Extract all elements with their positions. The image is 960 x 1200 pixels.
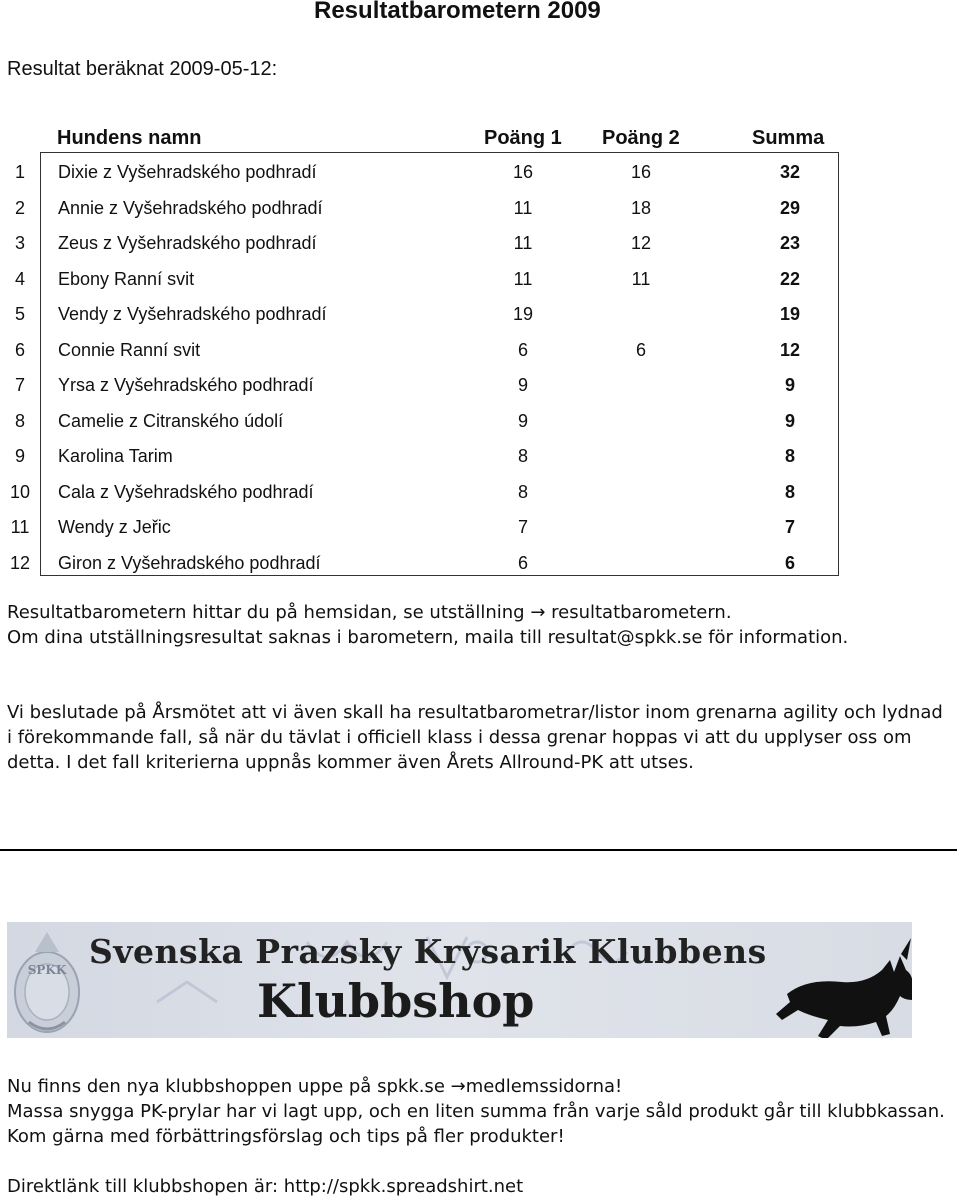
dog-name-cell: Zeus z Vyšehradského podhradí (58, 233, 317, 253)
points-1-cell: 8 (517, 446, 528, 466)
sum-cell: 9 (784, 375, 795, 395)
table-row (0, 295, 960, 331)
header-points-1: Poäng 1 (484, 127, 562, 149)
rank-cell: 4 (14, 268, 25, 289)
sum-cell: 22 (779, 268, 801, 289)
banner-klubbshop: Klubbshop (257, 974, 535, 1028)
dog-name-cell: Ebony Ranní svit (58, 268, 195, 289)
info-paragraph (7, 600, 952, 650)
points-1-cell: 9 (517, 375, 528, 395)
rank-cell: 6 (14, 339, 25, 360)
points-1-cell: 16 (512, 162, 534, 182)
dog-name-cell: Karolina Tarim (58, 446, 173, 466)
table-row (0, 544, 960, 580)
info-line-missing-results: Om dina utställningsresultat saknas i barometern, maila till resultat@spkk.se för information. (7, 627, 849, 648)
points-2-cell: 6 (635, 339, 646, 360)
points-1-cell: 11 (513, 268, 533, 289)
calculation-date: Resultat beräknat 2009-05-12: (7, 58, 278, 80)
table-row (0, 331, 960, 367)
dog-name-cell: Cala z Vyšehradského podhradí (58, 481, 314, 502)
dog-name-cell: Vendy z Vyšehradského podhradí (58, 304, 327, 324)
header-dog-name: Hundens namn (57, 127, 202, 149)
sum-cell: 29 (779, 197, 801, 218)
points-1-cell: 9 (517, 410, 528, 431)
table-body (0, 153, 960, 579)
rank-cell: 9 (14, 446, 25, 466)
dog-name-cell: Camelie z Citranského údolí (58, 410, 284, 431)
document-title: Resultatbarometern 2009 (314, 0, 601, 24)
dog-name-cell: Giron z Vyšehradského podhradí (58, 552, 321, 573)
points-1-cell: 19 (512, 304, 534, 324)
rank-cell: 12 (9, 552, 31, 573)
header-points-2: Poäng 2 (602, 127, 680, 149)
sum-cell: 7 (784, 517, 795, 537)
annual-meeting-paragraph: Vi beslutade på Årsmötet att vi även skall ha resultatbarometrar/listor inom grenarna agility och lydnad i förekommande fall, så när du tävlat i officiell klass i dessa grenar hoppas vi att du upplyser oss om detta. I det fall kriterierna uppnås kommer även Årets Allround-PK att utses. (7, 702, 943, 773)
sum-cell: 23 (779, 233, 801, 253)
table-header (0, 127, 960, 155)
rank-cell: 5 (14, 304, 25, 324)
dog-name-cell: Annie z Vyšehradského podhradí (58, 197, 323, 218)
shop-line-new: Nu finns den nya klubbshoppen uppe på spkk.se →medlemssidorna! (7, 1076, 623, 1097)
table-row (0, 437, 960, 473)
points-1-cell: 6 (517, 339, 528, 360)
table-row (0, 260, 960, 296)
sum-cell: 8 (784, 481, 795, 502)
rank-cell: 3 (14, 233, 25, 253)
dog-name-cell: Yrsa z Vyšehradského podhradí (58, 375, 314, 395)
header-sum: Summa (752, 127, 825, 149)
sum-cell: 6 (784, 552, 795, 573)
points-2-cell: 11 (631, 268, 651, 289)
banner-club-name: Svenska Prazsky Krysarik Klubbens (89, 932, 767, 971)
points-2-cell: 18 (630, 197, 652, 218)
table-row (0, 153, 960, 189)
sum-cell: 12 (779, 339, 801, 360)
rank-cell: 1 (14, 162, 25, 182)
points-1-cell: 7 (517, 517, 528, 537)
sum-cell: 32 (779, 162, 801, 182)
sum-cell: 9 (784, 410, 795, 431)
dog-name-cell: Dixie z Vyšehradského podhradí (58, 162, 317, 182)
table-row (0, 366, 960, 402)
table-row (0, 224, 960, 260)
points-1-cell: 11 (513, 197, 533, 218)
shop-line-products: Massa snygga PK-prylar har vi lagt upp, och en liten summa från varje såld produkt går till klubbkassan. Kom gärna med förbättringsförslag och tips på fler produkter! (7, 1101, 945, 1147)
table-row (0, 189, 960, 225)
rank-cell: 10 (9, 481, 31, 502)
horizontal-divider (0, 849, 957, 851)
shop-paragraph (7, 1074, 952, 1149)
points-1-cell: 11 (513, 233, 533, 253)
shop-direct-link[interactable]: Direktlänk till klubbshopen är: http://spkk.spreadshirt.net (7, 1176, 524, 1197)
rank-cell: 7 (14, 375, 25, 395)
info-line-barometer: Resultatbarometern hittar du på hemsidan, se utställning → resultatbarometern. (7, 602, 732, 623)
points-1-cell: 8 (517, 481, 528, 502)
points-1-cell: 6 (517, 552, 528, 573)
dog-name-cell: Wendy z Jeřic (58, 517, 171, 537)
sum-cell: 19 (779, 304, 801, 324)
table-row (0, 473, 960, 509)
points-2-cell: 12 (630, 233, 652, 253)
rank-cell: 8 (14, 410, 25, 431)
points-2-cell: 16 (630, 162, 652, 182)
table-row (0, 508, 960, 544)
rank-cell: 2 (14, 197, 25, 218)
dog-name-cell: Connie Ranní svit (58, 339, 201, 360)
sum-cell: 8 (784, 446, 795, 466)
crest-logo-text: SPKK (27, 963, 67, 977)
klubbshop-banner (7, 922, 912, 1038)
table-row (0, 402, 960, 438)
rank-cell: 11 (10, 517, 30, 537)
